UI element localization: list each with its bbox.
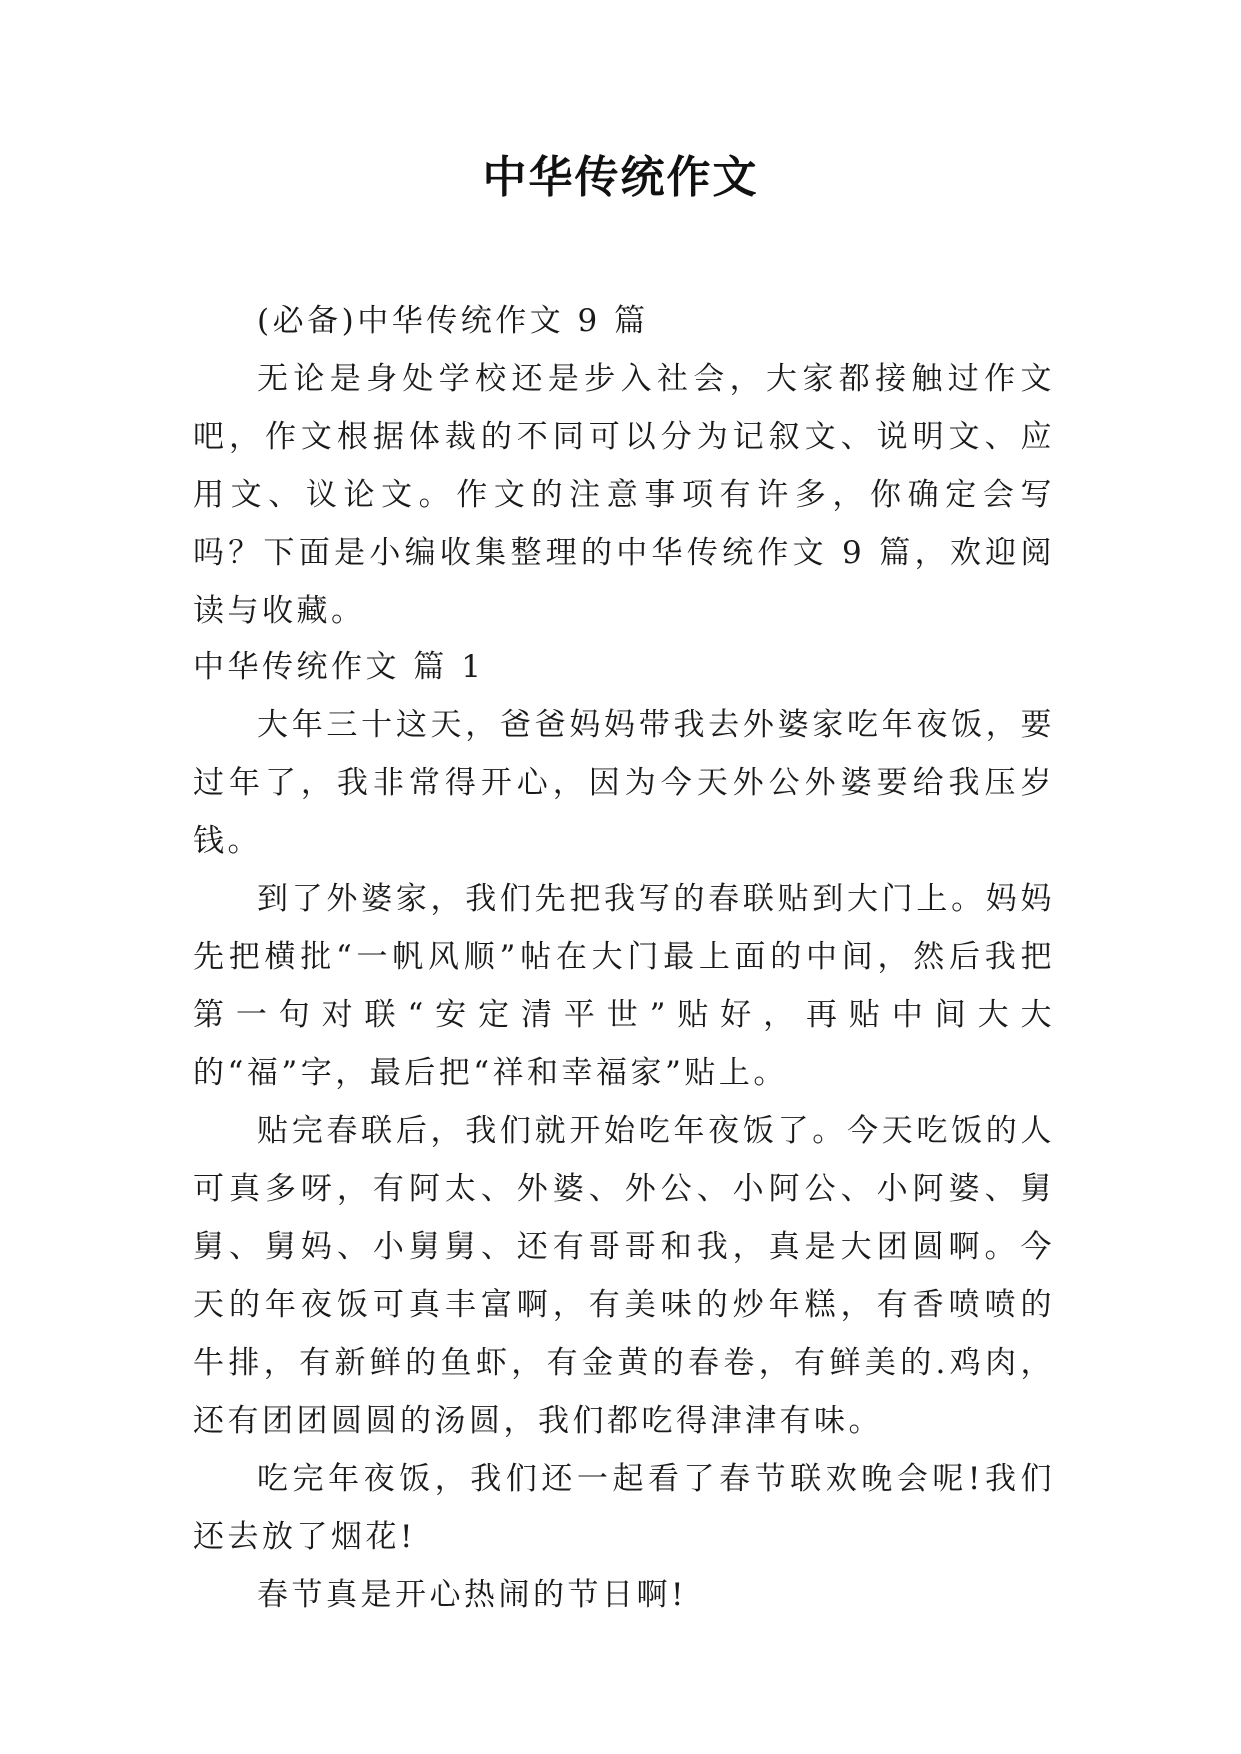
essay-paragraph: 贴完春联后，我们就开始吃年夜饭了。今天吃饭的人可真多呀，有阿太、外婆、外公、小阿公、小阿婆、舅舅、舅妈、小舅舅、还有哥哥和我，真是大团圆啊。今天的年夜饭可真丰富啊，有美味的炒年糕，有香喷喷的牛排，有新鲜的鱼虾，有金黄的春卷，有鲜美的.鸡肉，还有团团圆圆的汤圆，我们都吃得津津有味。 <box>193 1113 1055 1439</box>
intro-heading: (必备)中华传统作文 9 篇 <box>257 303 649 339</box>
essay-paragraph: 到了外婆家，我们先把我写的春联贴到大门上。妈妈先把横批“一帆风顺”帖在大门最上面的中间，然后我把第一句对联“安定清平世”贴好，再贴中间大大的“福”字，最后把“祥和幸福家”贴上。 <box>193 881 1055 1091</box>
intro-paragraph: 无论是身处学校还是步入社会，大家都接触过作文吧，作文根据体裁的不同可以分为记叙文、说明文、应用文、议论文。作文的注意事项有许多，你确定会写吗？下面是小编收集整理的中华传统作文 9 篇，欢迎阅读与收藏。 <box>193 361 1055 629</box>
document-title: 中华传统作文 <box>482 152 759 203</box>
essay-paragraph: 春节真是开心热闹的节日啊! <box>257 1577 687 1613</box>
essay-heading: 中华传统作文 篇 1 <box>193 649 485 685</box>
essay-paragraph: 吃完年夜饭，我们还一起看了春节联欢晚会呢!我们还去放了烟花! <box>193 1461 1055 1555</box>
intro-section <box>193 292 1055 640</box>
essay-paragraph: 大年三十这天，爸爸妈妈带我去外婆家吃年夜饭，要过年了，我非常得开心，因为今天外公外婆要给我压岁钱。 <box>193 707 1055 859</box>
essay-section <box>193 638 1055 1624</box>
